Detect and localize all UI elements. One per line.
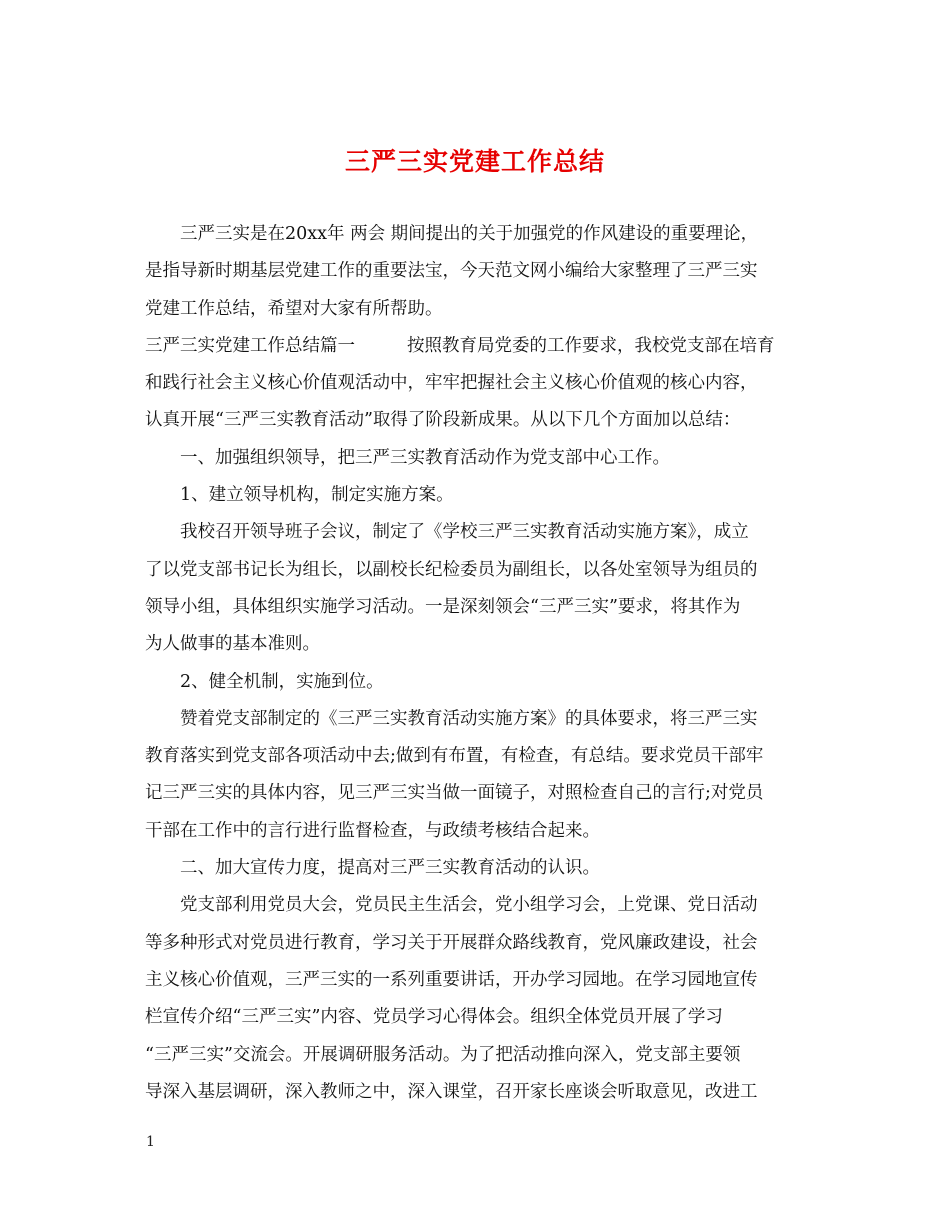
- paragraph-line: 教育落实到党支部各项活动中去;做到有布置，有检查，有总结。要求党员干部牢: [145, 746, 764, 767]
- paragraph-line: 主义核心价值观，三严三实的一系列重要讲话，开办学习园地。在学习园地宣传: [145, 969, 758, 990]
- paragraph-line: 赞着党支部制定的《三严三实教育活动实施方案》的具体要求，将三严三实: [180, 708, 758, 729]
- paragraph-text: 按照教育局党委的工作要求，我校党支部在培育: [407, 335, 775, 356]
- paragraph-line: 记三严三实的具体内容，见三严三实当做一面镜子，对照检查自己的言行;对党员: [145, 783, 764, 804]
- paragraph-line: 我校召开领导班子会议，制定了《学校三严三实教育活动实施方案》，成立: [180, 522, 749, 543]
- paragraph-line: 为人做事的基本准则。: [145, 634, 320, 655]
- paragraph-line: 导深入基层调研，深入教师之中，深入课堂，召开家长座谈会听取意见，改进工: [145, 1081, 758, 1102]
- paragraph-line: 领导小组，具体组织实施学习活动。一是深刻领会“三严三实”要求，将其作为: [145, 596, 741, 617]
- section-heading-line: [145, 328, 807, 365]
- paragraph-line: 等多种形式对党员进行教育，学习关于开展群众路线教育，党风廉政建设，社会: [145, 932, 758, 953]
- paragraph-line: 1、建立领导机构，制定实施方案。: [180, 485, 454, 506]
- document-body: [145, 216, 807, 1111]
- paragraph-line: 一、加强组织领导，把三严三实教育活动作为党支部中心工作。: [180, 447, 670, 468]
- paragraph-line: 党建工作总结，希望对大家有所帮助。: [145, 298, 443, 319]
- paragraph-line: 了以党支部书记长为组长，以副校长纪检委员为副组长，以各处室领导为组员的: [145, 559, 758, 580]
- paragraph-line: 认真开展“三严三实教育活动”取得了阶段新成果。从以下几个方面加以总结：: [145, 410, 741, 431]
- paragraph-line: 三严三实是在20xx年 两会 期间提出的关于加强党的作风建设的重要理论，: [180, 224, 759, 244]
- document-title: 三严三实党建工作总结: [344, 147, 605, 176]
- paragraph-line: 干部在工作中的言行进行监督检查，与政绩考核结合起来。: [145, 820, 600, 841]
- paragraph-line: 党支部利用党员大会，党员民主生活会，党小组学习会，上党课、党日活动: [180, 895, 758, 916]
- page-number: 1: [146, 1134, 155, 1150]
- section-heading: 三严三实党建工作总结篇一: [145, 335, 355, 356]
- paragraph-line: 栏宣传介绍“三严三实”内容、党员学习心得体会。组织全体党员开展了学习: [145, 1007, 723, 1028]
- paragraph-line: 和践行社会主义核心价值观活动中，牢牢把握社会主义核心价值观的核心内容，: [145, 373, 758, 394]
- paragraph-line: 二、加大宣传力度，提高对三严三实教育活动的认识。: [180, 858, 600, 879]
- paragraph-line: 2、健全机制，实施到位。: [180, 671, 384, 692]
- paragraph-line: “三严三实”交流会。开展调研服务活动。为了把活动推向深入，党支部主要领: [145, 1044, 741, 1065]
- paragraph-line: 是指导新时期基层党建工作的重要法宝，今天范文网小编给大家整理了三严三实: [145, 261, 758, 282]
